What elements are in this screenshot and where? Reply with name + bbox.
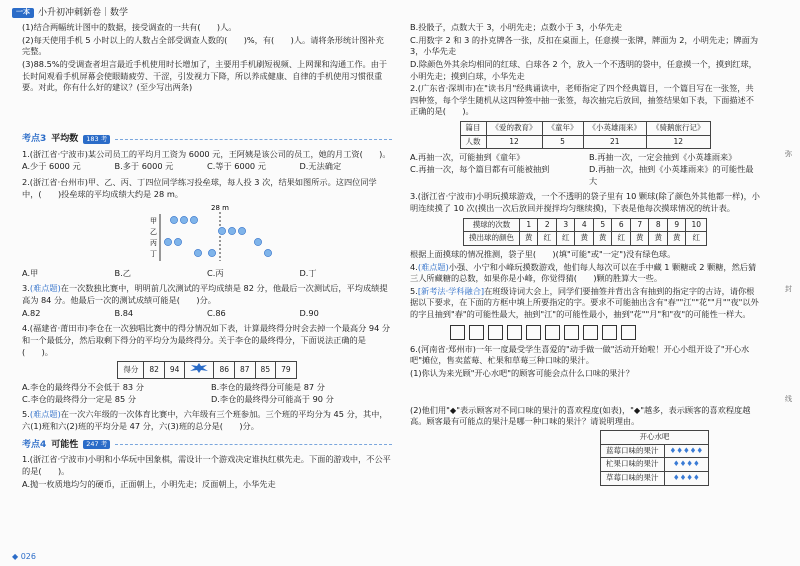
ball-num: 4: [575, 218, 594, 232]
q4: 4.(福建省·莆田市)李仓在一次独唱比赛中的得分情况如下表，计算最终得分时会去掉一个最高分 94 分和一个最低分，然后取剩下得分的平均分为最终得分。关于李仓的最终得分，下面说法正确的是( )。: [22, 323, 391, 357]
ball-color: 黄: [593, 232, 612, 246]
q4-tag: (难点题): [417, 261, 449, 272]
row-label-bing: 丙: [150, 239, 157, 248]
score-cell: 94: [164, 362, 185, 379]
q1-option-c: C.用数字 2 和 3 的扑克牌各一张，反扣在桌面上，任意摸一张牌，牌面为 2，小明先走；牌面为 3，小华先走: [410, 34, 759, 57]
section-3-key: 考点3: [22, 133, 47, 144]
q3-text: 在一次数独比赛中，明明前几次测试的平均成绩是 82 分，他最后一次测试后，平均成绩提高为 84 分。他最后一次的测试成绩可能是( )分。: [22, 283, 388, 306]
juice-name: 杧果口味的果汁: [601, 458, 665, 472]
q3-option-a: A.82: [22, 307, 41, 318]
score-cell: 86: [214, 362, 235, 379]
q2-option-c: C.再抽一次，每个篇目都有可能被抽到: [410, 164, 550, 175]
q5-tag: [新考法·学科融合]: [417, 285, 485, 296]
q1-option-c: C.等于 6000 元: [207, 161, 266, 172]
ball-num: 9: [667, 218, 686, 232]
q2-option-c: C.丙: [207, 267, 224, 278]
binding-mark: 线: [785, 395, 792, 403]
q4-option-c: C.李仓的最终得分一定是 85 分: [22, 393, 137, 404]
section-divider: [115, 444, 392, 445]
book-title: 《骑鹅旅行记》: [647, 122, 711, 136]
binding-mark: 弥: [785, 150, 792, 158]
binding-mark: 封: [785, 285, 792, 293]
ball-table: [463, 218, 707, 246]
ball-color: 黄: [575, 232, 594, 246]
book-count: 12: [647, 135, 711, 149]
answer-box[interactable]: [621, 325, 636, 340]
q5: 5.(难点题)在一次六年级的一次体育比赛中，六年级有三个班参加。三个班的平均分为 45 分，其中，六(1)班和六(2)班的平均分是 47 分，六(3)班的总分是( )分。: [22, 409, 388, 431]
q2-option-b: B.再抽一次，一定会抽到《小英雄雨来》: [589, 152, 737, 163]
cup-icons: ♦♦♦♦: [664, 471, 709, 485]
q4-option-b: B.李仓的最终得分可能是 87 分: [211, 381, 325, 392]
diagram-label: 28 m: [211, 204, 229, 213]
answer-box[interactable]: [545, 325, 560, 340]
q4: 4.(难点题)小强、小宁和小峰玩摸数游戏，他们每人每次可以在手中藏 1 颗糖或 2 颗糖，然后猜三人所藏糖的总数，如果你是小峰，你觉得猜( )颗的胜算大一些。: [410, 261, 757, 284]
book-title: 《爱的教育》: [486, 122, 542, 136]
q6: 6.(河南省·郑州市)一年一度最受学生喜爱的"动手做一做"活动开始啦！开心小组开设了"开心水吧"摊位，售卖蓝莓、杧果和草莓三种口味的果汁。: [410, 343, 750, 366]
section-3-tag: 183 考: [83, 135, 110, 144]
q5: 5.[新考法·学科融合]在班级诗词大会上，同学们要抽签并背出含有抽到的指定字的古诗，请你根据以下要求，在下面的方框中填上所要指定的字。要求不可能抽出含有"春""江""花""月""夜"以外的字且抽到"春"的可能性最大，抽到"江"的可能性最小，抽到"花""月"和"夜"的可能性一样大。: [410, 285, 759, 320]
section-3-name: 平均数: [51, 133, 79, 144]
score-label: 得分: [118, 362, 144, 379]
section-3-heading: [22, 133, 392, 146]
answer-space: [410, 381, 760, 405]
section-divider: [115, 139, 392, 140]
q2: 2.(广东省·深圳市)在"读书月"经典诵读中，老师指定了四个经典篇目，一个篇目写在一张签，共四种签，每个学生随机从这四种签中抽一张签，每次抽完后放回，抽签结果如下表，下面描述不正确的是( )。: [410, 83, 754, 117]
score-splat-icon: [185, 362, 214, 379]
ball-num: 6: [612, 218, 631, 232]
ball-num: 1: [519, 218, 538, 232]
answer-box[interactable]: [488, 325, 503, 340]
ball-color: 黄: [667, 232, 686, 246]
score-cell: 85: [255, 362, 276, 379]
left-column: [22, 22, 392, 491]
q5-text: 在一次六年级的一次体育比赛中，六年级有三个班参加。三个班的平均分为 45 分，其中，六(1)班和六(2)班的平均分是 47 分，六(3)班的总分是( )分。: [22, 409, 388, 431]
q4-option-d: D.李仓的最终得分可能高于 90 分: [211, 393, 334, 404]
book-head: 篇目: [460, 122, 486, 136]
answer-space: [22, 95, 392, 127]
q6-part-1: (1)你认为来光顾"开心水吧"的顾客可能会点什么口味的果汁？: [410, 368, 634, 379]
book-count: 5: [542, 135, 583, 149]
q4-option-a: A.李仓的最终得分不会低于 83 分: [22, 381, 144, 392]
ball-head-count: 摸球的次数: [463, 218, 519, 232]
q3-option-c: C.86: [207, 307, 226, 318]
answer-box[interactable]: [602, 325, 617, 340]
q3-option-d: D.90: [299, 307, 319, 318]
q2-option-b: B.乙: [114, 267, 131, 278]
q2-options: [410, 152, 760, 187]
book-table: [460, 121, 711, 149]
intro-2: (2)每天使用手机 5 小时以上的人数占全部受调查人数的( )%，有( )人。请将条形统计图补充完整。: [22, 34, 384, 57]
q3: 3.(浙江省·宁波市)小明玩摸球游戏，一个不透明的袋子里有 10 颗球(除了颜色外其他都一样)，小明连续摸了 10 次(摸出一次后放回并搅拌均匀继续摸)，下表是他每次摸球情况的统计表。: [410, 191, 760, 213]
cup-icons: ♦♦♦♦: [664, 458, 709, 472]
row-label-ding: 丁: [150, 250, 157, 259]
cup-icons: ♦♦♦♦♦: [664, 444, 709, 458]
intro-3: (3)88.5%的受调查者坦言最近手机使用时长增加了，主要用手机刷短视频、上网课和沟通工作。由于长时间观看手机屏幕会使眼睛疲劳、干涩，引发视力下降，所以养成健康、自律的手机使用习惯很重要。对此，你有什么好的建议？(至少写出两条): [22, 58, 388, 93]
q1-option-a: A.少于 6000 元: [22, 161, 81, 172]
q6: 1.(浙江省·宁波市)小明和小华玩中国象棋，需设计一个游戏决定谁执红棋先走。下面的游戏中，不公平的是( )。: [22, 454, 391, 476]
ball-num: 7: [630, 218, 649, 232]
answer-box[interactable]: [450, 325, 465, 340]
score-table: [117, 361, 296, 379]
q1-option-d: D.无法确定: [299, 161, 342, 172]
juice-name: 蓝莓口味的果汁: [601, 444, 665, 458]
q4-options: [22, 382, 392, 405]
answer-box[interactable]: [583, 325, 598, 340]
q4-text: 小强、小宁和小峰玩摸数游戏，他们每人每次可以在手中藏 1 颗糖或 2 颗糖，然后猜三人所藏糖的总数，如果你是小峰，你觉得猜( )颗的胜算大一些。: [410, 261, 757, 284]
ball-num: 8: [649, 218, 668, 232]
score-cell: 82: [144, 362, 165, 379]
q5-text: 在班级诗词大会上，同学们要抽签并背出含有抽到的指定字的古诗，请你根据以下要求，在下面的方框中填上所要指定的字。要求不可能抽出含有"春""江""花""月""夜"以外的字且抽到"春"的可能性最大，抽到"江"的可能性最小，抽到"花""月"和"夜"的可能性一样大。: [410, 285, 759, 320]
answer-box[interactable]: [469, 325, 484, 340]
juice-table: [600, 430, 709, 486]
ball-num: 2: [538, 218, 557, 232]
q1-options: [22, 161, 392, 173]
q2-options: [22, 268, 392, 280]
header: [12, 6, 128, 20]
q6-option-a: A.抛一枚质地均匀的硬币，正面朝上，小明先走；反面朝上，小华先走: [22, 478, 276, 489]
book-title: 《小英雄雨来》: [583, 122, 647, 136]
ball-head-color: 摸出球的颜色: [463, 232, 519, 246]
ball-color: 红: [612, 232, 631, 246]
answer-box[interactable]: [526, 325, 541, 340]
q2: 2.(浙江省·台州市)甲、乙、丙、丁四位同学练习投垒球，每人投 3 次，结果如图所示。这四位同学中，( )投垒球的平均成绩大约是 28 m。: [22, 176, 377, 199]
answer-boxes: [450, 325, 760, 340]
ball-color: 红: [556, 232, 575, 246]
header-badge: 一本: [12, 8, 34, 18]
section-4-key: 考点4: [22, 439, 47, 450]
q3: 3.(难点题)在一次数独比赛中，明明前几次测试的平均成绩是 82 分，他最后一次测试后，平均成绩提高为 84 分。他最后一次的测试成绩可能是( )分。: [22, 283, 388, 306]
q3-option-b: B.84: [114, 307, 134, 318]
book-row-label: 人数: [460, 135, 486, 149]
q6-part-2: (2)他们用"◆"表示顾客对不同口味的果汁的喜欢程度(如表)，"◆"越多，表示顾客的喜欢程度越高。顾客最有可能点的果汁是哪一种口味的果汁？请说明理由。: [410, 404, 751, 427]
ball-color: 黄: [630, 232, 649, 246]
juice-name: 草莓口味的果汁: [601, 471, 665, 485]
juice-title: 开心水吧: [601, 430, 709, 444]
intro-1: (1)结合两幅统计图中的数据，接受调查的一共有( )人。: [22, 22, 237, 32]
q3-fill: 根据上面摸球的情况推测，袋子里( )(填"可能"或"一定")没有绿色球。: [410, 248, 676, 259]
q2-option-a: A.甲: [22, 267, 39, 278]
q1-option-b: B.多于 6000 元: [114, 161, 174, 172]
book-count: 21: [583, 135, 647, 149]
q1: 1.(浙江省·宁波市)某公司员工的平均月工资为 6000 元，王阿姨是该公司的员工，她的月工资( )。: [22, 148, 391, 159]
page-number: ◆ 026: [12, 551, 36, 561]
book-title: 《童年》: [542, 122, 583, 136]
score-cell: 79: [276, 362, 297, 379]
q2-option-d: D.再抽一次，抽到《小英雄雨来》的可能性最大: [589, 164, 754, 186]
section-4-name: 可能性: [51, 439, 79, 450]
q3-options: [22, 308, 392, 320]
ball-num: 3: [556, 218, 575, 232]
q1-option-d: D.除颜色外其余均相同的红球、白球各 2 个，放入一个不透明的袋中，任意摸一个，摸到红球，小明先走；摸到白球，小华先走: [410, 58, 757, 81]
throw-diagram: [22, 201, 392, 263]
answer-box[interactable]: [507, 325, 522, 340]
section-4-heading: [22, 439, 392, 452]
ball-color: 黄: [649, 232, 668, 246]
section-4-tag: 247 考: [83, 440, 110, 449]
ball-color: 黄: [519, 232, 538, 246]
ball-color: 红: [538, 232, 557, 246]
q3-tag: (难点题): [29, 283, 61, 294]
book-count: 12: [486, 135, 542, 149]
ball-num: 5: [593, 218, 612, 232]
q2-option-d: D.丁: [299, 267, 317, 278]
right-column: [410, 22, 760, 486]
q2-option-a: A.再抽一次，可能抽到《童年》: [410, 152, 525, 163]
q5-tag: (难点题): [29, 409, 61, 420]
row-label-yi: 乙: [150, 228, 157, 237]
page-number-text: 026: [20, 551, 36, 561]
answer-box[interactable]: [564, 325, 579, 340]
header-title: 小升初冲刺新卷｜数学: [38, 7, 129, 18]
score-cell: 87: [235, 362, 256, 379]
row-label-jia: 甲: [150, 217, 157, 226]
ball-num: 10: [686, 218, 707, 232]
ball-color: 红: [686, 232, 707, 246]
q1-option-b: B.投骰子，点数大于 3，小明先走；点数小于 3，小华先走: [410, 22, 623, 32]
